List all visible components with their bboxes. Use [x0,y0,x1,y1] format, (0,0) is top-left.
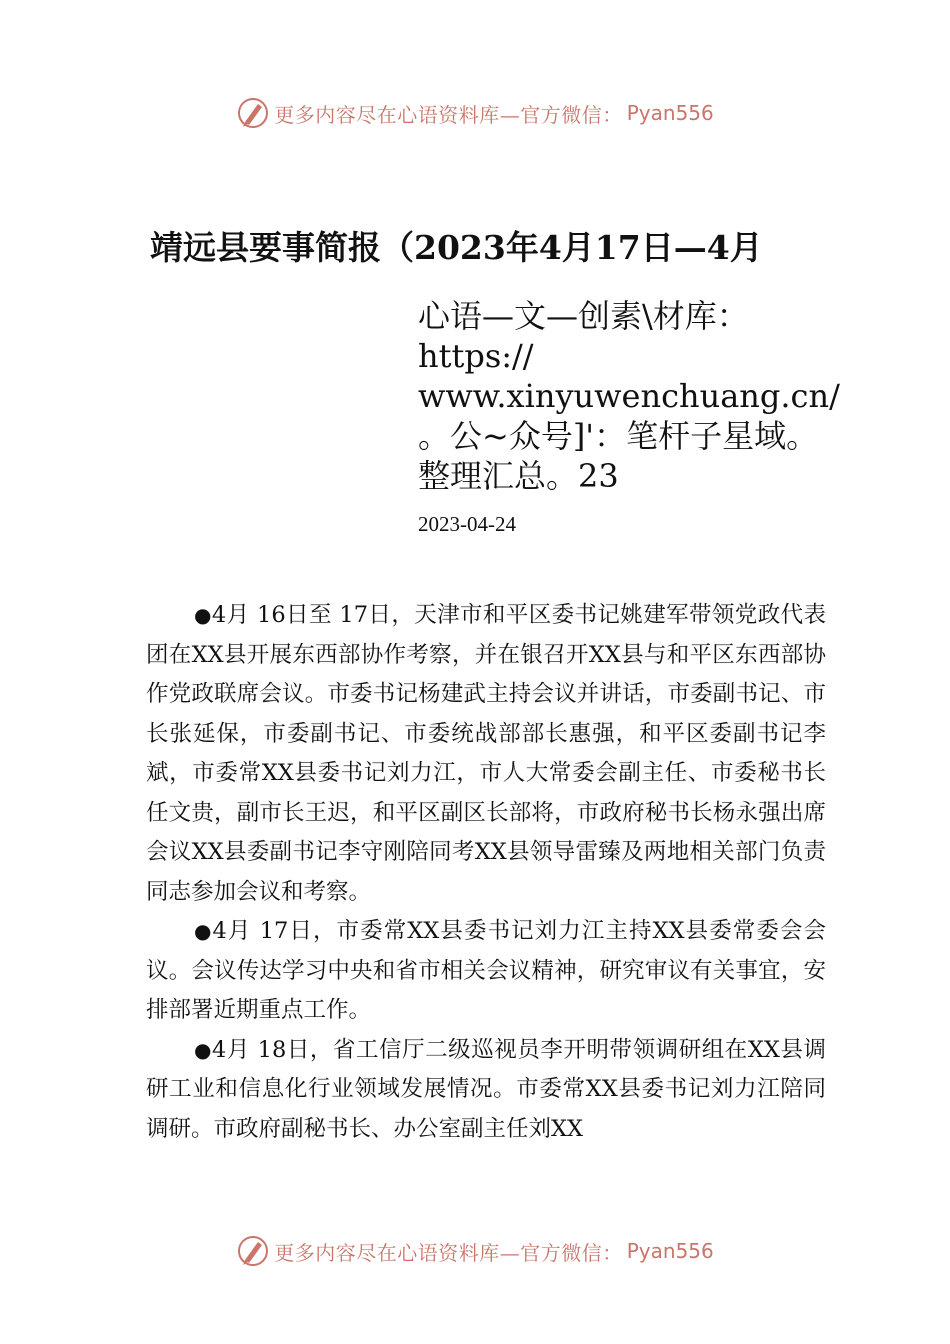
news-paragraph [146,1031,826,1150]
paragraph-text: 4月 16日至 17日，天津市和平区委书记姚建军带领党政代表团在XX县开展东西部协作考察，并在银召开XX县与和平区东西部协作党政联席会议。市委书记杨建武主持会议并讲话，市委副书记、市长张延保，市委副书记、市委统战部部长惠强，和平区委副书记李斌，市委常XX县委书记刘力江，市人大常委会副主任、市委秘书长任文贵，副市长王迟，和平区副区长部将，市政府秘书长杨永强出席会议XX县委副书记李守刚陪同考XX县领导雷臻及两地相关部门负责同志参加会议和考察。 [146,602,826,905]
source-line: www.xinyuwenchuang.cn/ [418,377,840,415]
watermark-text: 更多内容尽在心语资料库—官方微信： [274,102,623,127]
document-date: 2023-04-24 [418,512,516,536]
bullet-icon: ● [194,919,213,943]
paragraph-text: 4月 17日，市委常XX县委书记刘力江主持XX县委常委会会议。会议传达学习中央和省市相关会议精神，研究审议有关事宜，安排部署近期重点工作。 [146,918,827,1023]
news-paragraph [146,596,826,912]
pen-logo-icon [236,96,270,130]
source-block [418,296,938,496]
bullet-icon: ● [194,1037,213,1062]
watermark-bottom [0,1234,950,1268]
document-body [146,596,826,1149]
bullet-icon: ● [194,603,212,627]
watermark-top [0,96,950,130]
watermark-id: Pyan556 [626,1239,714,1263]
source-line: 心语—文—创素\材库： [418,297,749,335]
watermark-text: 更多内容尽在心语资料库—官方微信： [274,1240,623,1265]
paragraph-text: 4月 18日，省工信厅二级巡视员李开明带领调研组在XX县调研工业和信息化行业领域发展情况。市委常XX县委书记刘力江陪同调研。市政府副秘书长、办公室副主任刘XX [146,1036,827,1142]
document-title: 靖远县要事简报（2023年4月17日—4月 [150,228,763,267]
watermark-id: Pyan556 [626,101,714,125]
news-paragraph [146,912,826,1031]
source-line: 整理汇总。23 [418,457,619,495]
pen-logo-icon [236,1234,270,1268]
source-line: https:// [418,337,534,375]
source-line: 。公~众号]'：笔杆子星域。 [418,417,819,455]
